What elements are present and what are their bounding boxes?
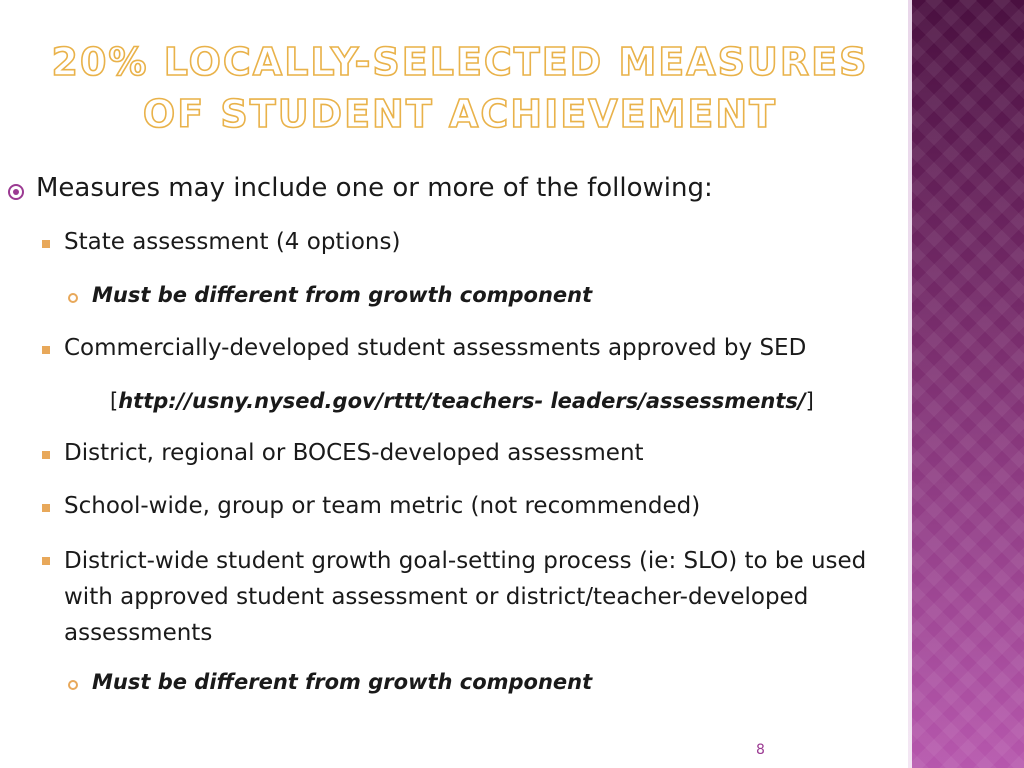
ring-bullet-icon	[68, 293, 78, 303]
square-bullet-icon	[42, 504, 50, 512]
assessments-link[interactable]: http://usny.nysed.gov/rttt/teachers- leaders/assessments/	[118, 389, 806, 413]
page-number: 8	[756, 742, 765, 758]
list-item: Commercially-developed student assessments approved by SED	[64, 335, 807, 361]
ring-bullet-icon	[68, 680, 78, 690]
note-text: Must be different from growth component	[92, 670, 593, 694]
url-close-bracket: ]	[805, 389, 814, 413]
square-bullet-icon	[42, 451, 50, 459]
list-item: District-wide student growth goal-setting process (ie: SLO) to be used with approved student assessment or district/teacher-developed assessments	[64, 548, 867, 646]
assessments-url-line	[110, 389, 814, 413]
list-item: District, regional or BOCES-developed assessment	[64, 440, 644, 466]
square-bullet-icon	[42, 346, 50, 354]
url-open-bracket: [	[110, 389, 119, 413]
list-item: State assessment (4 options)	[64, 229, 401, 255]
intro-text: Measures may include one or more of the following:	[36, 173, 713, 203]
square-bullet-icon	[42, 240, 50, 248]
note-text: Must be different from growth component	[92, 283, 593, 307]
square-bullet-icon	[42, 557, 50, 565]
list-item: School-wide, group or team metric (not recommended)	[64, 493, 701, 519]
decorative-side-band	[912, 0, 1024, 768]
slide-title: 20% LOCALLY-SELECTED MEASURES OF STUDENT ACHIEVEMENT	[51, 40, 869, 136]
target-bullet-icon	[8, 184, 24, 200]
